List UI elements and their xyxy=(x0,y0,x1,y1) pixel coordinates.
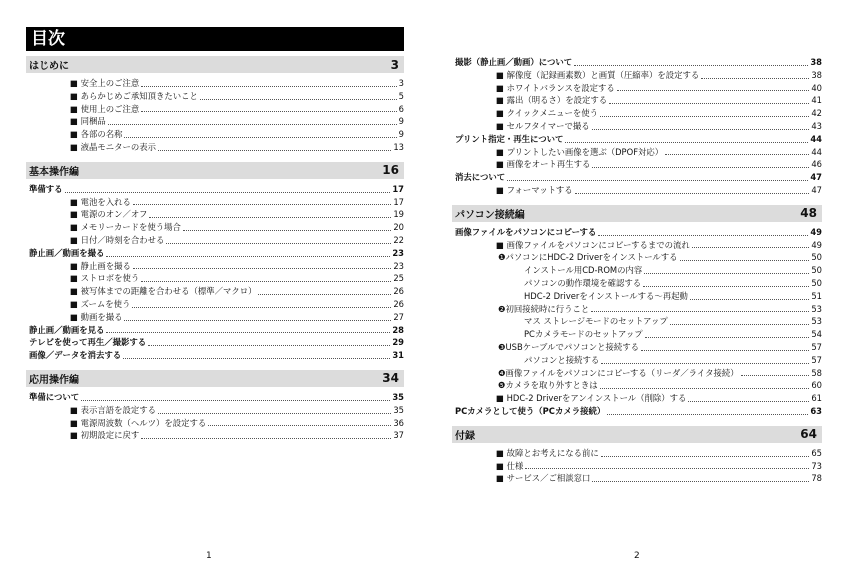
dot-leader xyxy=(106,256,390,257)
dot-leader xyxy=(507,180,808,181)
toc-entry-h2[interactable] xyxy=(26,247,404,260)
toc-entry-h4[interactable] xyxy=(452,379,822,392)
entry-page-number: 60 xyxy=(811,380,822,391)
dot-leader xyxy=(124,137,396,138)
entry-page-number: 13 xyxy=(393,141,404,152)
dot-leader xyxy=(690,299,809,300)
entry-page-number: 41 xyxy=(811,95,822,106)
toc-entry-h3[interactable] xyxy=(452,460,822,473)
dot-leader xyxy=(592,167,809,168)
dot-leader xyxy=(148,345,390,346)
section-page-number: 34 xyxy=(382,371,399,386)
toc-entry-h2[interactable] xyxy=(452,133,822,146)
dot-leader xyxy=(149,217,391,218)
entry-page-number: 22 xyxy=(393,234,404,245)
dot-leader xyxy=(741,375,810,376)
dot-leader xyxy=(701,78,809,79)
dot-leader xyxy=(525,468,809,469)
dot-leader xyxy=(158,413,391,414)
toc-entry-h3[interactable] xyxy=(452,69,822,82)
dot-leader xyxy=(600,116,809,117)
dot-leader xyxy=(607,414,808,415)
dot-leader xyxy=(183,230,391,231)
toc-entry-h3[interactable] xyxy=(452,392,822,405)
entry-label: ■ 初期設定に戻す xyxy=(70,430,140,441)
toc-entry-h3[interactable] xyxy=(452,447,822,460)
dot-leader xyxy=(641,350,809,351)
toc-entry-h3[interactable] xyxy=(452,158,822,171)
toc-entry-h2[interactable] xyxy=(452,171,822,184)
toc-entry-h5[interactable] xyxy=(452,290,822,303)
entry-label: ■ セルフタイマーで撮る xyxy=(496,120,590,131)
entry-label: 撮影（静止画／動画）について xyxy=(455,57,573,67)
entry-label: ■ 静止画を撮る xyxy=(70,260,131,271)
toc-entry-h3[interactable] xyxy=(26,272,404,285)
toc-entry-h3[interactable] xyxy=(26,260,404,273)
entry-label: 静止画／動画を見る xyxy=(29,324,105,335)
toc-entry-h3[interactable] xyxy=(26,285,404,298)
entry-page-number: 38 xyxy=(811,69,822,80)
entry-label: 画像／データを消去する xyxy=(29,350,122,361)
entry-page-number: 65 xyxy=(811,447,822,458)
dot-leader xyxy=(688,401,809,402)
dot-leader xyxy=(132,307,391,308)
entry-label: ■ ホワイトバランスを設定する xyxy=(496,82,615,93)
dot-leader xyxy=(141,438,391,439)
entry-page-number: 50 xyxy=(811,265,822,276)
dot-leader xyxy=(166,243,391,244)
section-page-number: 16 xyxy=(382,163,399,178)
entry-page-number: 31 xyxy=(392,350,404,361)
entry-label: ❹画像ファイルをパソコンにコピーする（リーダ／ライタ接続） xyxy=(498,367,739,378)
entry-label: ■ 画像ファイルをパソコンにコピーするまでの流れ xyxy=(496,239,690,250)
toc-entry-h5[interactable] xyxy=(452,277,822,290)
entry-page-number: 49 xyxy=(811,239,822,250)
entry-label: マス ストレージモードのセットアップ xyxy=(524,316,668,327)
entry-label: ■ 電池を入れる xyxy=(70,196,131,207)
toc-entry-h2[interactable] xyxy=(26,336,404,349)
toc-entry-h4[interactable] xyxy=(452,303,822,316)
section-title: はじめに xyxy=(29,61,69,72)
dot-leader xyxy=(141,86,396,87)
toc-entry-h2[interactable] xyxy=(452,56,822,69)
entry-page-number: 78 xyxy=(811,473,822,484)
toc-entry-h3[interactable] xyxy=(26,77,404,90)
toc-entry-h3[interactable] xyxy=(452,184,822,197)
dot-leader xyxy=(65,192,391,193)
entry-label: PCカメラモードのセットアップ xyxy=(524,329,643,340)
entry-label: インストール用CD-ROMの内容 xyxy=(524,265,643,276)
entry-page-number: 29 xyxy=(392,337,404,348)
entry-label: ■ 仕様 xyxy=(496,460,524,471)
entry-page-number: 73 xyxy=(811,460,822,471)
dot-leader xyxy=(574,65,808,66)
entry-page-number: 37 xyxy=(393,430,404,441)
toc-entry-h2[interactable] xyxy=(452,226,822,239)
dot-leader xyxy=(141,111,396,112)
entry-page-number: 23 xyxy=(392,247,404,258)
spacer xyxy=(26,362,404,370)
entry-label: ■ 電源周波数（ヘルツ）を設定する xyxy=(70,417,207,428)
entry-label: ❸USBケーブルでパソコンと接続する xyxy=(498,341,640,352)
entry-label: プリント指定・再生について xyxy=(455,133,564,144)
toc-entry-h2[interactable] xyxy=(26,324,404,337)
toc-section-header xyxy=(26,56,404,73)
entry-label: ■ 解像度（記録画素数）と画質（圧縮率）を設定する xyxy=(496,69,700,80)
entry-label: ■ 各部の名称 xyxy=(70,129,123,140)
entry-label: ■ 液晶モニターの表示 xyxy=(70,141,156,152)
entry-page-number: 40 xyxy=(811,82,822,93)
dot-leader xyxy=(670,324,810,325)
entry-page-number: 25 xyxy=(393,273,404,284)
entry-page-number: 6 xyxy=(398,103,404,114)
entry-page-number: 9 xyxy=(398,129,404,140)
toc-entry-h3[interactable] xyxy=(26,234,404,247)
toc-entry-h3[interactable] xyxy=(452,120,822,133)
section-title: パソコン接続編 xyxy=(455,209,525,221)
entry-label: ■ フォーマットする xyxy=(496,184,573,195)
dot-leader xyxy=(644,273,809,274)
entry-page-number: 50 xyxy=(811,277,822,288)
dot-leader xyxy=(643,286,809,287)
toc-entry-h3[interactable] xyxy=(452,239,822,252)
entry-label: ■ 使用上のご注意 xyxy=(70,103,140,114)
entry-page-number: 17 xyxy=(392,183,404,194)
entry-label: パソコンと接続する xyxy=(524,354,600,365)
toc-entry-h3[interactable] xyxy=(26,311,404,324)
toc-entry-h5[interactable] xyxy=(452,328,822,341)
dot-leader xyxy=(617,90,810,91)
entry-page-number: 35 xyxy=(393,404,404,415)
entry-label: ■ 表示言語を設定する xyxy=(70,404,156,415)
section-title: 基本操作編 xyxy=(29,166,79,178)
entry-label: ■ 同梱品 xyxy=(70,116,106,127)
dot-leader xyxy=(141,281,391,282)
entry-page-number: 23 xyxy=(393,260,404,271)
toc-entry-h3[interactable] xyxy=(26,208,404,221)
entry-label: ❷初回接続時に行うこと xyxy=(498,303,590,314)
dot-leader xyxy=(81,400,390,401)
dot-leader xyxy=(133,204,392,205)
entry-page-number: 9 xyxy=(398,116,404,127)
dot-leader xyxy=(108,124,397,125)
spacer xyxy=(452,197,822,205)
toc-entry-h3[interactable] xyxy=(26,128,404,141)
entry-page-number: 19 xyxy=(393,209,404,220)
entry-page-number: 46 xyxy=(811,159,822,170)
toc-entry-h5[interactable] xyxy=(452,315,822,328)
entry-page-number: 35 xyxy=(392,391,404,402)
page-number-right: 2 xyxy=(634,551,640,561)
spacer xyxy=(26,154,404,162)
dot-leader xyxy=(124,320,391,321)
entry-label: PCカメラとして使う（PCカメラ接続） xyxy=(455,405,606,416)
toc-entry-h3[interactable] xyxy=(26,115,404,128)
entry-label: ■ クイックメニューを使う xyxy=(496,108,599,119)
dot-leader xyxy=(609,103,809,104)
dot-leader xyxy=(208,425,391,426)
entry-label: ■ ストロボを使う xyxy=(70,273,140,284)
toc-column-right xyxy=(452,56,822,485)
toc-entry-h3[interactable] xyxy=(26,196,404,209)
toc-entry-h3[interactable] xyxy=(26,429,404,442)
toc-entry-h3[interactable] xyxy=(452,94,822,107)
toc-section-header xyxy=(452,426,822,443)
dot-leader xyxy=(645,337,810,338)
entry-page-number: 53 xyxy=(811,316,822,327)
entry-label: ■ 被写体までの距離を合わせる（標準／マクロ） xyxy=(70,286,257,297)
entry-page-number: 49 xyxy=(810,226,822,237)
toc-entry-h3[interactable] xyxy=(26,417,404,430)
entry-page-number: 58 xyxy=(811,367,822,378)
toc-entry-h2[interactable] xyxy=(26,349,404,362)
entry-page-number: 57 xyxy=(811,354,822,365)
entry-page-number: 42 xyxy=(811,108,822,119)
toc-entry-h3[interactable] xyxy=(26,298,404,311)
entry-label: ■ 画像をオート再生する xyxy=(496,159,591,170)
section-page-number: 64 xyxy=(800,427,817,442)
entry-label: ❶パソコンにHDC-2 Driverをインストールする xyxy=(498,252,678,263)
entry-label: ■ 動画を撮る xyxy=(70,311,123,322)
dot-leader xyxy=(200,99,397,100)
toc-title: 目次 xyxy=(26,27,404,51)
entry-label: ■ あらかじめご承知頂きたいこと xyxy=(70,90,198,101)
entry-label: ■ プリントしたい画像を選ぶ（DPOF対応） xyxy=(496,146,664,157)
entry-page-number: 27 xyxy=(393,311,404,322)
dot-leader xyxy=(692,247,810,248)
toc-section-header xyxy=(26,162,404,179)
toc-entry-h3[interactable] xyxy=(26,141,404,154)
entry-page-number: 26 xyxy=(393,298,404,309)
entry-label: ■ 安全上のご注意 xyxy=(70,78,140,88)
entry-page-number: 53 xyxy=(811,303,822,314)
toc-entry-h4[interactable] xyxy=(452,367,822,380)
entry-label: パソコンの動作環境を確認する xyxy=(524,277,642,288)
section-page-number: 3 xyxy=(390,57,399,72)
toc-entry-h5[interactable] xyxy=(452,264,822,277)
entry-label: ■ メモリーカードを使う場合 xyxy=(70,222,181,233)
toc-entry-h2[interactable] xyxy=(26,183,404,196)
toc-entry-h3[interactable] xyxy=(452,146,822,159)
toc-entry-h4[interactable] xyxy=(452,251,822,264)
entry-label: 画像ファイルをパソコンにコピーする xyxy=(455,226,597,237)
entry-page-number: 17 xyxy=(393,196,404,207)
dot-leader xyxy=(575,193,810,194)
entry-page-number: 50 xyxy=(811,252,822,263)
toc-entry-h3[interactable] xyxy=(452,82,822,95)
toc-entry-h3[interactable] xyxy=(26,221,404,234)
entry-page-number: 26 xyxy=(393,286,404,297)
entry-page-number: 47 xyxy=(811,184,822,195)
toc-section-header xyxy=(26,370,404,387)
toc-entry-h3[interactable] xyxy=(26,404,404,417)
entry-page-number: 43 xyxy=(811,120,822,131)
dot-leader xyxy=(598,235,808,236)
toc-column-left xyxy=(26,56,404,442)
entry-label: ■ ズームを使う xyxy=(70,298,131,309)
entry-page-number: 54 xyxy=(811,329,822,340)
entry-label: ❺カメラを取り外すときは xyxy=(498,380,598,391)
entry-page-number: 36 xyxy=(393,417,404,428)
entry-label: ■ 日付／時刻を合わせる xyxy=(70,234,165,245)
entry-page-number: 51 xyxy=(811,290,822,301)
entry-label: 準備する xyxy=(29,183,63,194)
entry-page-number: 44 xyxy=(810,133,822,144)
entry-page-number: 5 xyxy=(398,90,404,101)
toc-entry-h3[interactable] xyxy=(26,103,404,116)
dot-leader xyxy=(601,363,809,364)
dot-leader xyxy=(106,332,390,333)
entry-label: HDC-2 Driverをインストールする〜再起動 xyxy=(524,290,688,301)
dot-leader xyxy=(591,311,809,312)
entry-label: ■ HDC-2 Driverをアンインストール（削除）する xyxy=(496,393,687,404)
dot-leader xyxy=(601,456,810,457)
toc-entry-h2[interactable] xyxy=(26,391,404,404)
toc-entry-h2[interactable] xyxy=(452,405,822,418)
entry-label: ■ 故障とお考えになる前に xyxy=(496,447,599,458)
entry-page-number: 38 xyxy=(810,57,822,67)
entry-page-number: 3 xyxy=(398,78,404,88)
entry-page-number: 57 xyxy=(811,341,822,352)
page-number-left: 1 xyxy=(206,551,212,561)
entry-page-number: 47 xyxy=(810,172,822,183)
entry-page-number: 20 xyxy=(393,222,404,233)
dot-leader xyxy=(592,481,809,482)
toc-section-header xyxy=(452,205,822,222)
toc-entry-h3[interactable] xyxy=(452,472,822,485)
entry-label: テレビを使って再生／撮影する xyxy=(29,337,147,348)
entry-label: ■ サービス／ご相談窓口 xyxy=(496,473,591,484)
entry-label: ■ 露出（明るさ）を設定する xyxy=(496,95,608,106)
entry-page-number: 63 xyxy=(810,405,822,416)
toc-entry-h4[interactable] xyxy=(452,341,822,354)
dot-leader xyxy=(600,388,810,389)
toc-entry-h3[interactable] xyxy=(452,107,822,120)
dot-leader xyxy=(592,129,810,130)
dot-leader xyxy=(665,154,809,155)
section-title: 応用操作編 xyxy=(29,374,79,386)
toc-entry-h3[interactable] xyxy=(26,90,404,103)
dot-leader xyxy=(133,268,392,269)
toc-entry-h5[interactable] xyxy=(452,354,822,367)
entry-label: 静止画／動画を撮る xyxy=(29,247,105,258)
entry-page-number: 28 xyxy=(392,324,404,335)
entry-label: 準備について xyxy=(29,391,80,402)
section-page-number: 48 xyxy=(800,206,817,221)
entry-label: ■ 電源のオン／オフ xyxy=(70,209,148,220)
entry-label: 消去について xyxy=(455,172,506,183)
dot-leader xyxy=(258,294,391,295)
section-title: 付録 xyxy=(455,430,475,442)
entry-page-number: 61 xyxy=(811,393,822,404)
spacer xyxy=(452,418,822,426)
dot-leader xyxy=(158,150,391,151)
dot-leader xyxy=(565,142,808,143)
dot-leader xyxy=(680,260,810,261)
dot-leader xyxy=(123,358,390,359)
entry-page-number: 44 xyxy=(811,146,822,157)
